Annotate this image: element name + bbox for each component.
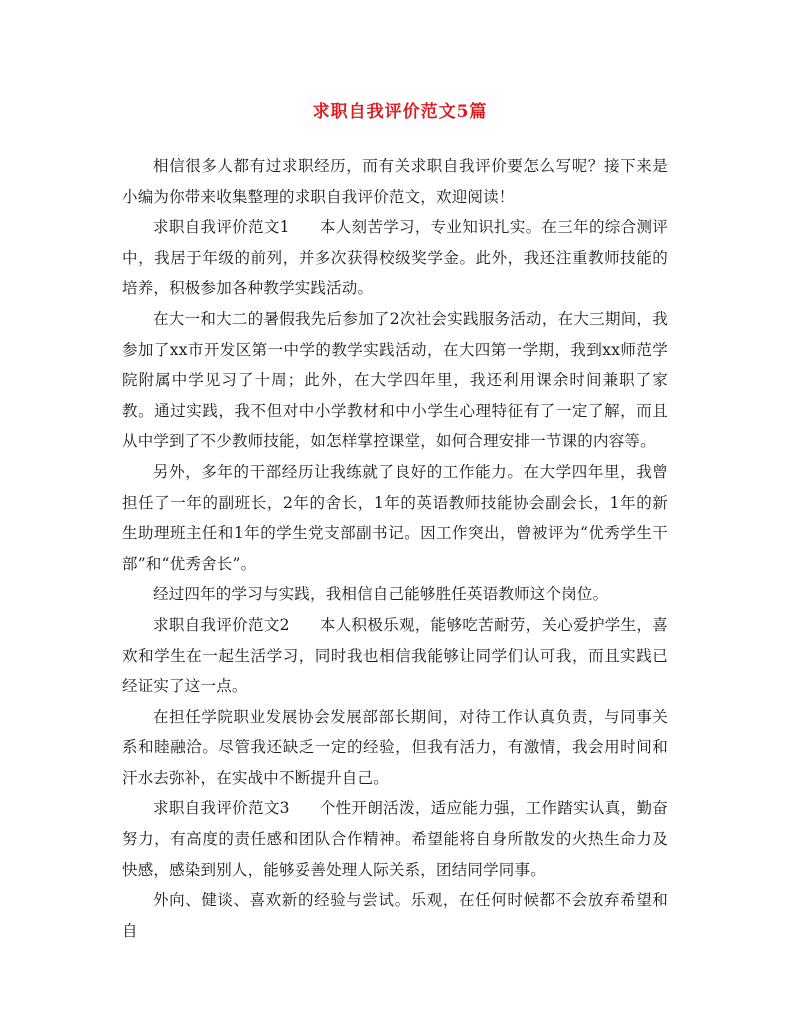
personality-paragraph: 外向、健谈、喜欢新的经验与尝试。乐观，在任何时候都不会放弃希望和自 (122, 891, 668, 940)
sample-1-heading: 求职自我评价范文1 (153, 218, 290, 237)
intro-paragraph: 相信很多人都有过求职经历，而有关求职自我评价要怎么写呢？接下来是小编为你带来收集整理的求职自我评价范文，欢迎阅读！ (122, 157, 668, 206)
leadership-paragraph: 另外，多年的干部经历让我练就了良好的工作能力。在大学四年里，我曾担任了一年的副班长，2年的舍长，1年的英语教师技能协会副会长，1年的新生助理班主任和1年的学生党支部副书记。因工作突出，曾被评为“优秀学生干部”和“优秀舍长”。 (122, 462, 668, 573)
sample-3-text: 个性开朗活泼，适应能力强，工作踏实认真，勤奋努力，有高度的责任感和团队合作精神。希望能将自身所散发的火热生命力及快感，感染到别人，能够妥善处理人际关系，团结同学同事。 (122, 799, 668, 879)
sample-1-text: 本人刻苦学习，专业知识扎实。在三年的综合测评中，我居于年级的前列，并多次获得校级奖学金。此外，我还注重教师技能的培养，积极参加各种教学实践活动。 (122, 218, 668, 298)
sample-1-paragraph (122, 212, 668, 304)
practice-paragraph: 在大一和大二的暑假我先后参加了2次社会实践服务活动，在大三期间，我参加了xx市开发区第一中学的教学实践活动，在大四第一学期，我到xx师范学院附属中学见习了十周；此外，在大学四年里，我还利用课余时间兼职了家教。通过实践，我不但对中小学教材和中小学生心理特征有了一定了解，而且从中学到了不少教师技能，如怎样掌控课堂，如何合理安排一节课的内容等。 (122, 309, 668, 451)
sample-2-heading: 求职自我评价范文2 (153, 615, 290, 634)
sample-3-heading: 求职自我评价范文3 (153, 799, 290, 818)
association-paragraph: 在担任学院职业发展协会发展部部长期间，对待工作认真负责，与同事关系和睦融洽。尽管我还缺乏一定的经验，但我有活力，有激情，我会用时间和汗水去弥补，在实战中不断提升自己。 (122, 707, 668, 787)
sample-3-paragraph (122, 793, 668, 885)
sample-2-paragraph (122, 610, 668, 702)
document-body (122, 151, 668, 946)
document-title: 求职自我评价范文5篇 (312, 102, 488, 122)
conclusion-paragraph: 经过四年的学习与实践，我相信自己能够胜任英语教师这个岗位。 (153, 585, 609, 604)
sample-2-text: 本人积极乐观，能够吃苦耐劳，关心爱护学生，喜欢和学生在一起生活学习，同时我也相信我能够让同学们认可我，而且实践已经证实了这一点。 (122, 615, 668, 696)
